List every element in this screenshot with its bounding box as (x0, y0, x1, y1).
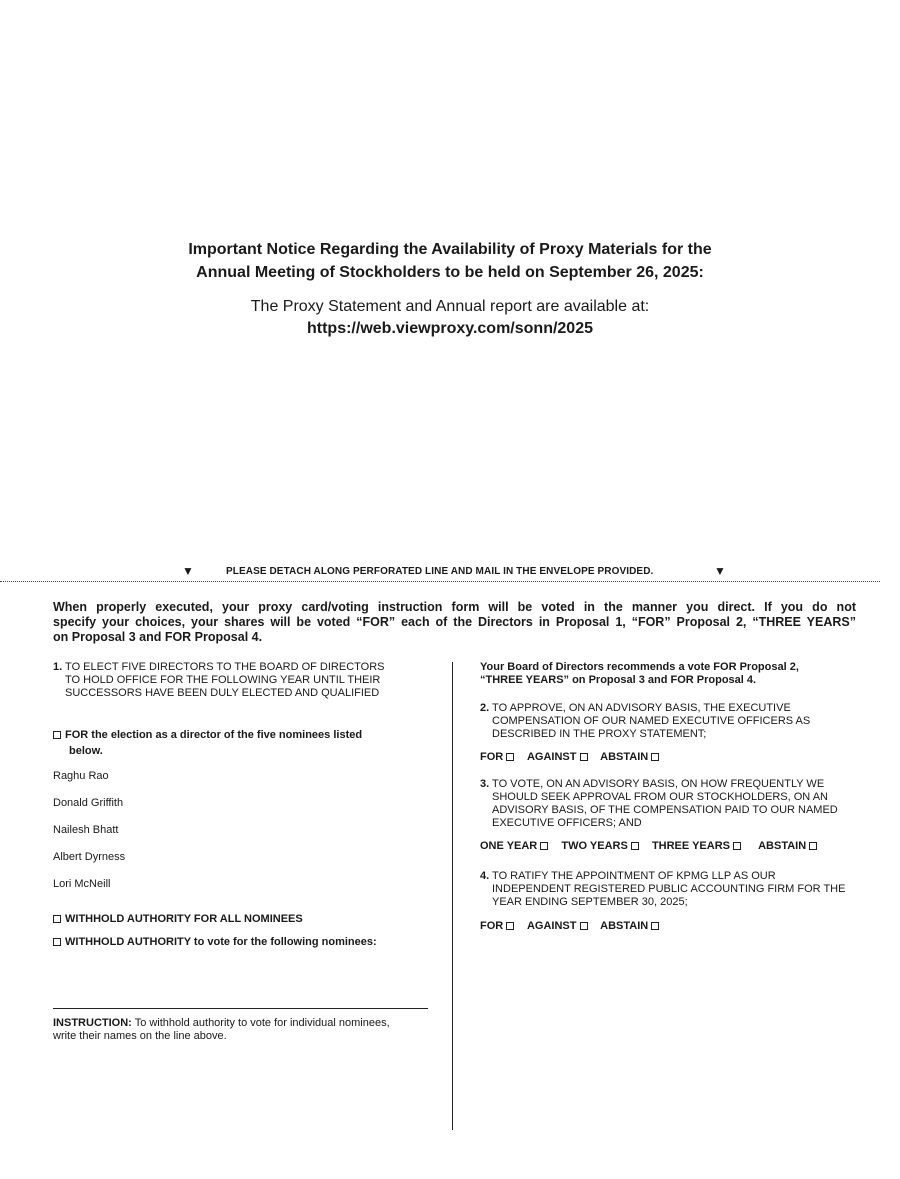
proposal-4-number: 4. (480, 870, 490, 882)
nominee-name: Raghu Rao (53, 770, 109, 782)
vote-option-one-year (480, 840, 552, 852)
vote-label: FOR (480, 920, 504, 932)
nominee-name: Donald Griffith (53, 797, 124, 809)
vote-abstain-checkbox[interactable] (809, 842, 817, 850)
proposal-1 (53, 661, 403, 700)
vote-option-two-years (561, 840, 642, 852)
withhold-names-line[interactable] (53, 1008, 428, 1009)
proposal-1-text-line2: TO HOLD OFFICE FOR THE FOLLOWING YEAR UNTIL THEIR (65, 674, 381, 686)
proposal-2-number: 2. (480, 702, 490, 714)
proxy-materials-link[interactable]: https://web.viewproxy.com/sonn/2025 (307, 320, 593, 337)
vote-abstain-checkbox[interactable] (651, 922, 659, 930)
notice-subtitle: The Proxy Statement and Annual report are available at: (250, 298, 650, 315)
withhold-all-label: WITHHOLD AUTHORITY FOR ALL NOMINEES (65, 913, 303, 925)
proposal-3-text-line2: SHOULD SEEK APPROVAL FROM OUR STOCKHOLDERS, ON AN (492, 791, 828, 803)
for-all-nominees-option (53, 727, 413, 759)
vote-two-years-checkbox[interactable] (631, 842, 639, 850)
vote-option-against (527, 920, 592, 932)
instruction-line2: write their names on the line above. (53, 1030, 227, 1042)
vote-option-abstain (758, 840, 821, 852)
vote-label: ABSTAIN (600, 920, 649, 932)
proposal-3-votes (480, 840, 827, 852)
vote-option-for (480, 751, 518, 763)
column-divider (452, 662, 453, 1130)
vote-label: ABSTAIN (600, 751, 649, 763)
proposal-2-text-line1: TO APPROVE, ON AN ADVISORY BASIS, THE EXECUTIVE (492, 702, 791, 714)
nominee-name: Albert Dyrness (53, 851, 126, 863)
vote-label: AGAINST (526, 920, 577, 932)
notice-title (0, 238, 900, 284)
proposal-1-text-line1: TO ELECT FIVE DIRECTORS TO THE BOARD OF DIRECTORS (65, 661, 385, 673)
recommendation-line2: “THREE YEARS” on Proposal 3 and FOR Proposal 4. (480, 674, 757, 686)
intro-line3: on Proposal 3 and FOR Proposal 4. (53, 630, 263, 644)
nominee-name: Lori McNeill (53, 878, 111, 890)
vote-option-abstain (600, 751, 663, 763)
proposal-3 (480, 778, 860, 830)
withhold-some-label: WITHHOLD AUTHORITY to vote for the following nominees: (65, 936, 377, 948)
nominee-name: Nailesh Bhatt (53, 824, 119, 836)
vote-against-checkbox[interactable] (580, 922, 588, 930)
proposal-1-number: 1. (53, 661, 63, 673)
vote-option-abstain (600, 920, 663, 932)
vote-option-three-years (652, 840, 745, 852)
proposal-3-number: 3. (480, 778, 490, 790)
proposal-4-votes (480, 920, 669, 932)
vote-label: ONE YEAR (480, 840, 538, 852)
down-arrow-icon: ▼ (714, 564, 726, 578)
vote-label: AGAINST (526, 751, 577, 763)
detach-instruction: PLEASE DETACH ALONG PERFORATED LINE AND MAIL IN THE ENVELOPE PROVIDED. (226, 566, 654, 577)
notice-title-line2: Annual Meeting of Stockholders to be held on September 26, 2025: (196, 264, 704, 281)
vote-abstain-checkbox[interactable] (651, 753, 659, 761)
proposal-1-text-line3: SUCCESSORS HAVE BEEN DULY ELECTED AND QUALIFIED (65, 687, 380, 699)
proposal-2 (480, 702, 860, 741)
proposal-4-text-line1: TO RATIFY THE APPOINTMENT OF KPMG LLP AS OUR (492, 870, 776, 882)
perforated-line (0, 581, 880, 582)
vote-against-checkbox[interactable] (580, 753, 588, 761)
instruction-text (53, 1017, 433, 1043)
vote-label: ABSTAIN (758, 840, 807, 852)
intro-line1: When properly executed, your proxy card/voting instruction form will be voted in the manner you direct. If you do not (53, 600, 856, 614)
for-all-checkbox[interactable] (53, 731, 61, 739)
instruction-line1: To withhold authority to vote for individual nominees, (134, 1017, 390, 1029)
intro-line2: specify your choices, your shares will be voted “FOR” each of the Directors in Proposal 1, “FOR” Proposal 2, “THREE YEARS” (53, 615, 856, 629)
proposal-4-text-line3: YEAR ENDING SEPTEMBER 30, 2025; (492, 896, 688, 908)
recommendation-line1: Your Board of Directors recommends a vote FOR Proposal 2, (480, 661, 799, 673)
voting-intro (53, 600, 856, 645)
vote-label: TWO YEARS (561, 840, 628, 852)
withhold-all-option (53, 913, 303, 925)
proposal-2-votes (480, 751, 669, 763)
proposal-3-text-line4: EXECUTIVE OFFICERS; AND (492, 817, 642, 829)
proposal-4-text-line2: INDEPENDENT REGISTERED PUBLIC ACCOUNTING FIRM FOR THE (492, 883, 846, 895)
proposal-2-text-line2: COMPENSATION OF OUR NAMED EXECUTIVE OFFICERS AS (492, 715, 811, 727)
vote-for-checkbox[interactable] (506, 753, 514, 761)
proposal-3-text-line1: TO VOTE, ON AN ADVISORY BASIS, ON HOW FREQUENTLY WE (492, 778, 825, 790)
withhold-all-checkbox[interactable] (53, 915, 61, 923)
for-all-label-line1: FOR the election as a director of the five nominees listed (65, 729, 363, 741)
for-all-label-line2: below. (69, 745, 103, 757)
down-arrow-icon: ▼ (182, 564, 194, 578)
instruction-label: INSTRUCTION: (53, 1017, 132, 1029)
withhold-some-option (53, 936, 377, 948)
board-recommendation (480, 661, 860, 687)
notice-title-line1: Important Notice Regarding the Availability of Proxy Materials for the (188, 241, 712, 258)
vote-option-against (527, 751, 592, 763)
proposal-3-text-line3: ADVISORY BASIS, OF THE COMPENSATION PAID TO OUR NAMED (492, 804, 838, 816)
proposal-4 (480, 870, 860, 909)
vote-for-checkbox[interactable] (506, 922, 514, 930)
withhold-some-checkbox[interactable] (53, 938, 61, 946)
vote-label: THREE YEARS (651, 840, 730, 852)
vote-three-years-checkbox[interactable] (733, 842, 741, 850)
vote-option-for (480, 920, 518, 932)
proposal-2-text-line3: DESCRIBED IN THE PROXY STATEMENT; (492, 728, 707, 740)
vote-label: FOR (480, 751, 504, 763)
vote-one-year-checkbox[interactable] (540, 842, 548, 850)
